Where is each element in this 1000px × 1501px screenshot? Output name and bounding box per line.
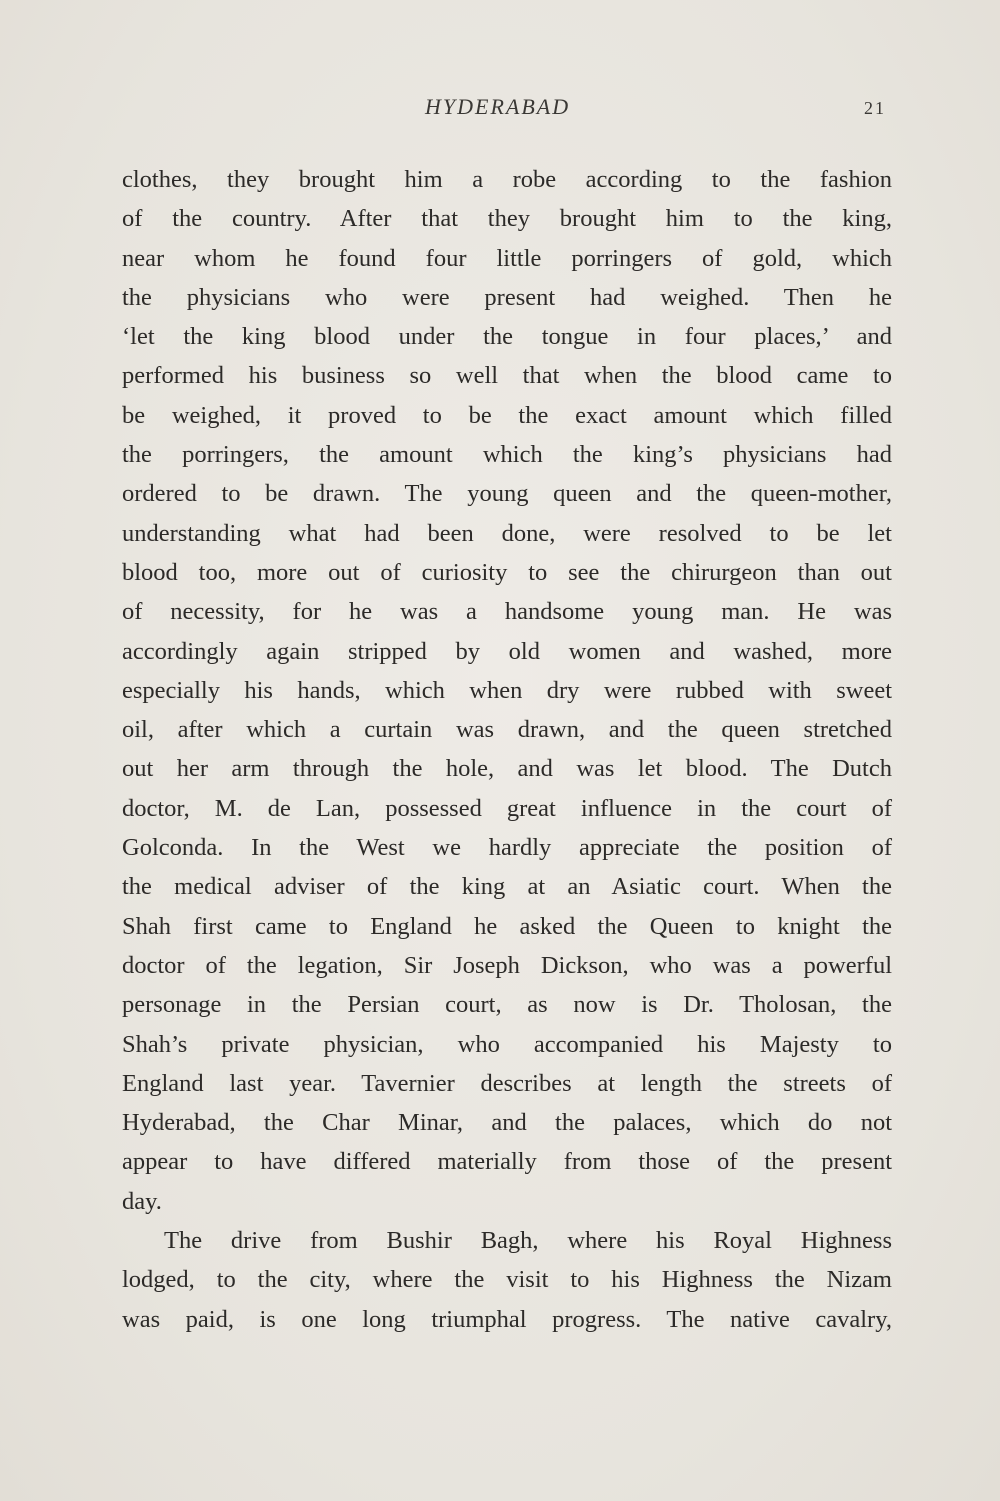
text-line: Shah first came to England he asked the Queen to knight the: [122, 912, 892, 940]
page-number: 21: [864, 98, 886, 118]
text-line: be weighed, it proved to be the exact amount which filled: [122, 401, 892, 429]
text-line: of necessity, for he was a handsome young man. He was: [122, 598, 892, 626]
text-line: ordered to be drawn. The young queen and the queen-mother,: [122, 480, 892, 508]
text-line: the medical adviser of the king at an Asiatic court. When the: [122, 873, 892, 901]
text-line: was paid, is one long triumphal progress. The native cavalry,: [122, 1305, 892, 1333]
text-line: the physicians who were present had weighed. Then he: [122, 283, 892, 311]
text-line: personage in the Persian court, as now is Dr. Tholosan, the: [122, 991, 892, 1019]
text-line: appear to have differed materially from those of the present: [122, 1148, 892, 1176]
text-line: accordingly again stripped by old women and washed, more: [122, 637, 892, 665]
text-line: out her arm through the hole, and was let blood. The Dutch: [122, 755, 892, 783]
text-line: blood too, more out of curiosity to see the chirurgeon than out: [122, 558, 892, 586]
text-line: Golconda. In the West we hardly appreciate the position of: [122, 834, 892, 862]
text-line: lodged, to the city, where the visit to his Highness the Nizam: [122, 1266, 892, 1294]
text-line: oil, after which a curtain was drawn, and the queen stretched: [122, 716, 892, 744]
text-line: Shah’s private physician, who accompanied his Majesty to: [122, 1030, 892, 1058]
paragraph-start-line: The drive from Bushir Bagh, where his Royal Highness: [164, 1227, 892, 1255]
text-line: England last year. Tavernier describes at length the streets of: [122, 1069, 892, 1097]
text-line: near whom he found four little porringers of gold, which: [122, 244, 892, 272]
text-line: of the country. After that they brought him to the king,: [122, 205, 892, 233]
text-line: performed his business so well that when the blood came to: [122, 362, 892, 390]
text-line: the porringers, the amount which the king’s physicians had: [122, 441, 892, 469]
text-line: Hyderabad, the Char Minar, and the palaces, which do not: [122, 1109, 892, 1137]
text-line: doctor of the legation, Sir Joseph Dickson, who was a powerful: [122, 951, 892, 979]
body-text: [122, 160, 892, 1339]
text-line: understanding what had been done, were resolved to be let: [122, 519, 892, 547]
text-line: doctor, M. de Lan, possessed great influence in the court of: [122, 794, 892, 822]
text-line: ‘let the king blood under the tongue in four places,’ and: [122, 323, 892, 351]
running-head: [0, 94, 1000, 134]
running-title: HYDERABAD: [425, 94, 571, 119]
paragraph-end-line: day.: [122, 1187, 162, 1215]
text-line: clothes, they brought him a robe according to the fashion: [122, 166, 892, 193]
text-line: especially his hands, which when dry were rubbed with sweet: [122, 676, 892, 704]
